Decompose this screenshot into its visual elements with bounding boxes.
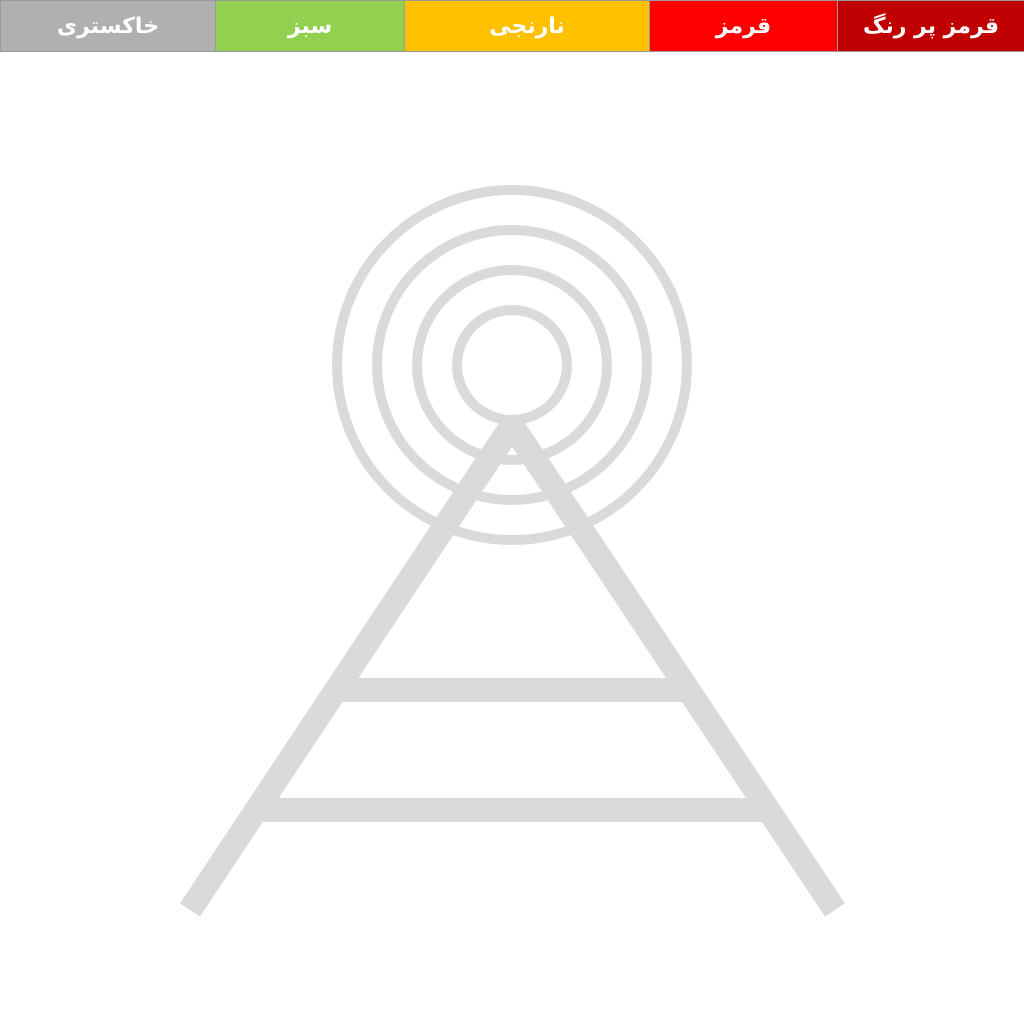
header-0: قرمز پر رنگ [838, 1, 1024, 52]
header-row [1, 1, 1024, 52]
header-3: سبز [216, 1, 405, 52]
header-4: خاکستری [1, 1, 216, 52]
broadcast-wave-icon [337, 190, 687, 540]
header-2: نارنجی [405, 1, 650, 52]
header-1: قرمز [650, 1, 838, 52]
country-table [0, 0, 1024, 52]
